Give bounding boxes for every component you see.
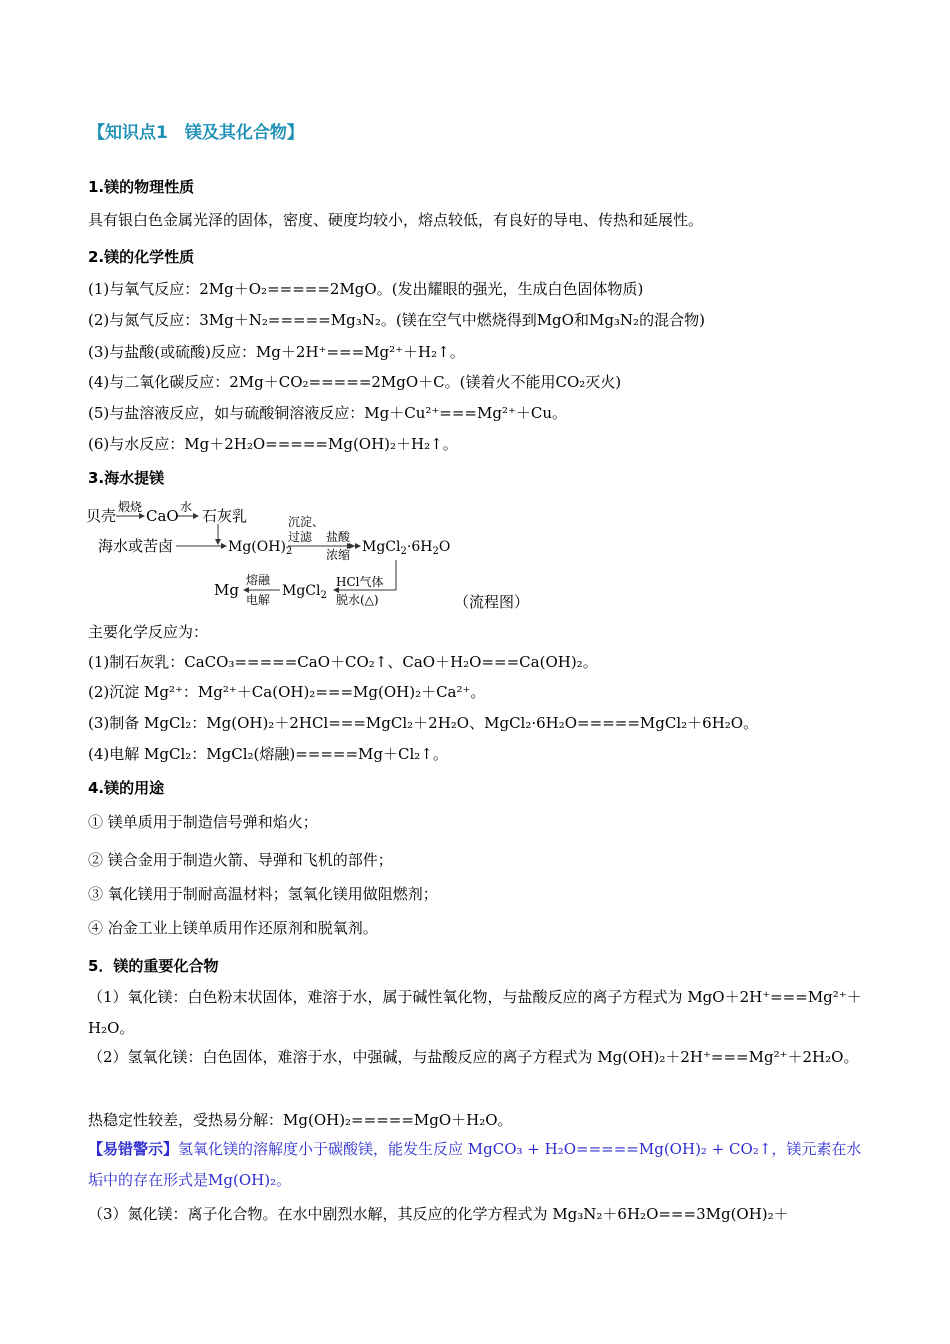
compound-mgoh2: （2）氢氧化镁：白色固体，难溶于水，中强碱，与盐酸反应的离子方程式为 Mg(OH)₂＋2H⁺===Mg²⁺＋2H₂O。 bbox=[88, 1048, 859, 1066]
flow-seawater: 海水或苦卤 bbox=[98, 537, 174, 555]
flow-caption: （流程图） bbox=[454, 593, 530, 611]
chem-item-6: (6)与水反应：Mg＋2H₂O=====Mg(OH)₂＋H₂↑。 bbox=[88, 435, 458, 453]
use-item-1: ① 镁单质用于制造信号弹和焰火； bbox=[88, 813, 318, 831]
chem-item-3: (3)与盐酸(或硫酸)反应：Mg＋2H⁺===Mg²⁺＋H₂↑。 bbox=[88, 343, 465, 361]
reaction-2: (2)沉淀 Mg²⁺：Mg²⁺＋Ca(OH)₂===Mg(OH)₂＋Ca²⁺。 bbox=[88, 683, 486, 701]
flow-electrolysis: 电解 bbox=[246, 593, 271, 607]
flow-mg: Mg bbox=[214, 581, 239, 599]
flow-mgcl2: MgCl$_2$ bbox=[282, 583, 327, 601]
compound-mg3n2: （3）氮化镁：离子化合物。在水中剧烈水解，其反应的化学方程式为 Mg₃N₂＋6H₂O===3Mg(OH)₂＋ bbox=[88, 1205, 789, 1223]
heading-physical-properties: 1.镁的物理性质 bbox=[88, 178, 195, 196]
compound-mgo: （1）氧化镁：白色粉末状固体，难溶于水，属于碱性氧化物，与盐酸反应的离子方程式为 MgO＋2H⁺===Mg²⁺＋H₂O。 bbox=[88, 988, 862, 1037]
warning-label: 【易错警示】 bbox=[88, 1140, 179, 1158]
flow-melt: 熔融 bbox=[246, 573, 271, 587]
use-item-2: ② 镁合金用于制造火箭、导弹和飞机的部件； bbox=[88, 851, 393, 869]
physical-properties-text: 具有银白色金属光泽的固体，密度、硬度均较小，熔点较低，有良好的导电、传热和延展性。 bbox=[88, 211, 704, 229]
warning-text: 氢氧化镁的溶解度小于碳酸镁，能发生反应 MgCO₃ + H₂O=====Mg(OH)₂ + CO₂↑，镁元素在水垢中的存在形式是Mg(OH)₂。 bbox=[88, 1140, 862, 1189]
heading-uses: 4.镁的用途 bbox=[88, 779, 165, 797]
flow-hcl-gas: HCl气体 bbox=[336, 575, 384, 589]
flow-acid-1: 盐酸 bbox=[326, 530, 351, 544]
chem-item-1: (1)与氧气反应：2Mg＋O₂=====2MgO。(发出耀眼的强光，生成白色固体物质) bbox=[88, 280, 644, 298]
flow-acid-2: 浓缩 bbox=[326, 548, 351, 562]
chem-item-5: (5)与盐溶液反应，如与硫酸铜溶液反应：Mg＋Cu²⁺===Mg²⁺＋Cu。 bbox=[88, 404, 568, 422]
heading-sea-water-extraction: 3.海水提镁 bbox=[88, 469, 165, 487]
reactions-intro: 主要化学反应为： bbox=[88, 623, 209, 641]
chem-item-2: (2)与氮气反应：3Mg＋N₂=====Mg₃N₂。(镁在空气中燃烧得到MgO和Mg₃N₂的混合物) bbox=[88, 311, 705, 329]
flow-precip-2: 过滤 bbox=[288, 530, 313, 544]
chem-item-4: (4)与二氧化碳反应：2Mg＋CO₂=====2MgO＋C。(镁着火不能用CO₂灭火) bbox=[88, 373, 622, 391]
thermal-stability: 热稳定性较差，受热易分解：Mg(OH)₂=====MgO＋H₂O。 bbox=[88, 1111, 513, 1129]
section-title: 【知识点1 镁及其化合物】 bbox=[88, 123, 304, 143]
flow-precip-1: 沉淀、 bbox=[288, 515, 325, 529]
flow-shell: 贝壳 bbox=[86, 507, 117, 525]
heading-chemical-properties: 2.镁的化学性质 bbox=[88, 248, 195, 266]
heading-compounds: 5．镁的重要化合物 bbox=[88, 957, 219, 975]
flow-mgoh2: $Mg(OH)_2$ bbox=[228, 539, 293, 557]
reaction-4: (4)电解 MgCl₂：MgCl₂(熔融)=====Mg＋Cl₂↑。 bbox=[88, 745, 448, 763]
flow-calcine: 煅烧 bbox=[118, 500, 143, 514]
warning-note bbox=[88, 1134, 864, 1196]
use-item-3: ③ 氧化镁用于制耐高温材料；氢氧化镁用做阻燃剂； bbox=[88, 885, 438, 903]
flow-dehydrate: 脱水(△) bbox=[336, 593, 379, 607]
flow-diagram bbox=[84, 500, 544, 612]
flow-mgcl2-hydrate: $MgCl_2\cdot 6H_2O$ bbox=[362, 539, 451, 557]
flow-water: 水 bbox=[180, 500, 193, 514]
flow-cao: CaO bbox=[146, 507, 179, 525]
use-item-4: ④ 冶金工业上镁单质用作还原剂和脱氧剂。 bbox=[88, 919, 378, 937]
reaction-3: (3)制备 MgCl₂：Mg(OH)₂＋2HCl===MgCl₂＋2H₂O、MgCl₂·6H₂O=====MgCl₂＋6H₂O。 bbox=[88, 714, 759, 732]
flow-lime-milk: 石灰乳 bbox=[202, 507, 248, 525]
reaction-1: (1)制石灰乳：CaCO₃=====CaO＋CO₂↑、CaO＋H₂O===Ca(OH)₂。 bbox=[88, 653, 598, 671]
